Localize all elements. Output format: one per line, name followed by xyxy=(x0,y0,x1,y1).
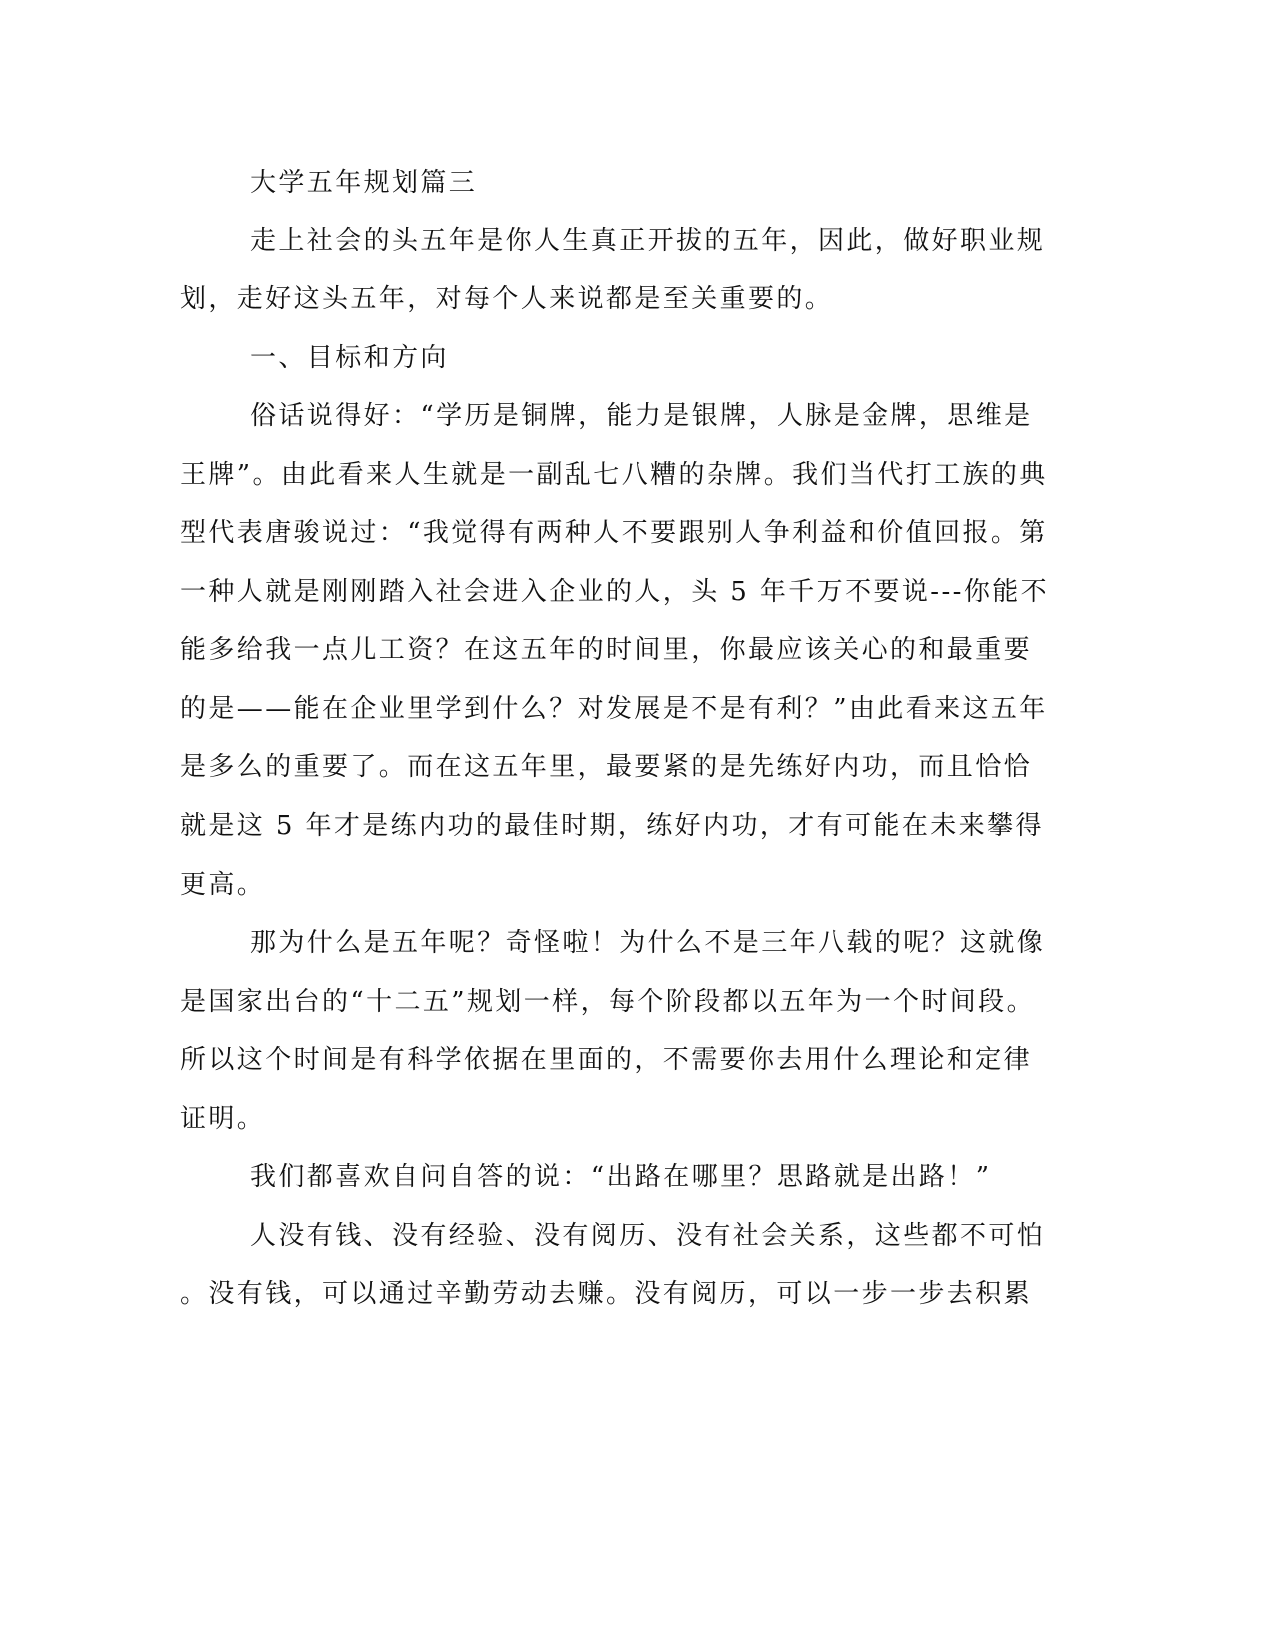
section-heading: 大学五年规划篇三 xyxy=(250,168,478,198)
paragraph-line: 人没有钱、没有经验、没有阅历、没有社会关系，这些都不可怕 xyxy=(250,1221,1046,1251)
subheading: 一、目标和方向 xyxy=(250,343,449,373)
paragraph-line: 那为什么是五年呢？奇怪啦！为什么不是三年八载的呢？这就像 xyxy=(250,928,1046,958)
paragraph-line: 王牌”。由此看来人生就是一副乱七八糟的杂牌。我们当代打工族的典 xyxy=(180,460,1048,490)
paragraph-line: 我们都喜欢自问自答的说：“出路在哪里？思路就是出路！” xyxy=(250,1162,992,1192)
paragraph-line: 就是这 5 年才是练内功的最佳时期，练好内功，才有可能在未来攀得 xyxy=(180,811,1044,841)
paragraph-line: 能多给我一点儿工资？在这五年的时间里，你最应该关心的和最重要 xyxy=(180,635,1033,665)
paragraph-line: 是多么的重要了。而在这五年里，最要紧的是先练好内功，而且恰恰 xyxy=(180,752,1033,782)
paragraph-line: 型代表唐骏说过：“我觉得有两种人不要跟别人争利益和价值回报。第 xyxy=(180,518,1048,548)
paragraph-line: 。没有钱，可以通过辛勤劳动去赚。没有阅历，可以一步一步去积累 xyxy=(180,1279,1033,1309)
paragraph-line: 所以这个时间是有科学依据在里面的，不需要你去用什么理论和定律 xyxy=(180,1045,1033,1075)
paragraph-line: 一种人就是刚刚踏入社会进入企业的人，头 5 年千万不要说---你能不 xyxy=(180,577,1050,607)
paragraph-line: 更高。 xyxy=(180,870,266,900)
paragraph-line: 划，走好这头五年，对每个人来说都是至关重要的。 xyxy=(180,284,834,314)
paragraph-line: 是国家出台的“十二五”规划一样，每个阶段都以五年为一个时间段。 xyxy=(180,987,1035,1017)
paragraph-line: 证明。 xyxy=(180,1104,266,1134)
paragraph-line: 走上社会的头五年是你人生真正开拔的五年，因此，做好职业规 xyxy=(250,226,1046,256)
paragraph-line: 俗话说得好：“学历是铜牌，能力是银牌，人脉是金牌，思维是 xyxy=(250,401,1033,431)
paragraph-line: 的是——能在企业里学到什么？对发展是不是有利？”由此看来这五年 xyxy=(180,694,1048,724)
